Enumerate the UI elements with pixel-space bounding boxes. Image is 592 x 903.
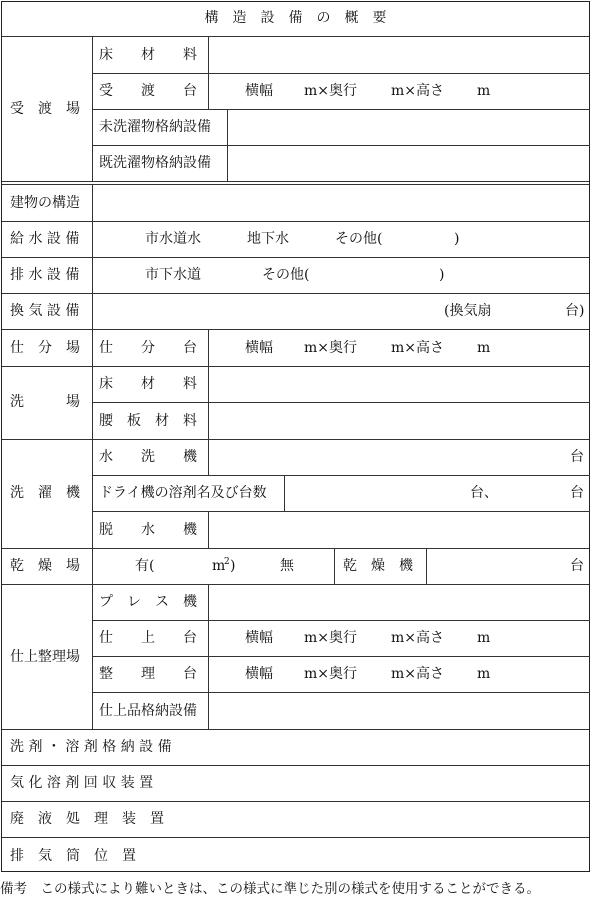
dim-width: 横幅 [245,666,273,682]
dry-machine-unit2: 台 [570,485,584,501]
water-supply-close: ) [454,231,460,247]
dry-machine-label: ドライ機の溶剤名及び台数 [99,485,267,501]
rule [2,729,589,730]
dim-width: 横幅 [245,340,273,356]
building-structure-label: 建物の構造 [10,195,80,211]
rule [2,801,589,802]
rule [2,293,589,294]
finished-storage-label: 仕上品格納設備 [99,703,197,719]
drainage-sewer: 市下水道 [145,267,201,283]
rule [92,692,590,693]
finishing-area-label: 仕上整理場 [10,649,80,665]
detergent-storage-label: 洗 剤 ・ 溶 剤 格 納 設 備 [10,739,172,755]
sorting-area-label: 仕 分 場 [10,340,80,356]
drying-close: ) [230,558,236,574]
rule [2,584,589,585]
dryer-label: 乾 燥 機 [343,558,413,574]
dim-depth: m×奥行 [304,83,358,99]
water-washer-unit: 台 [570,449,584,465]
rule [208,329,209,366]
dim-height: m×高さ [391,630,445,646]
rule [2,257,589,258]
water-washer-label: 水 洗 機 [99,449,197,465]
rule [334,548,335,584]
organize-table-label: 整 理 台 [99,666,197,682]
dim-depth: m×奥行 [304,666,358,682]
rule [208,36,209,109]
rule [2,837,589,838]
receiving-floor-label: 床 材 料 [99,47,197,63]
drying-no: 無 [280,558,294,574]
dim-depth: m×奥行 [304,630,358,646]
rule [92,109,590,110]
water-supply-other: その他( [335,231,383,247]
unwashed-storage-label: 未洗濯物格納設備 [99,119,211,135]
rule [92,184,93,729]
rule [2,329,589,330]
water-supply-city: 市水道水 [145,231,201,247]
rule [92,511,590,512]
rule [2,366,589,367]
double-rule [2,181,589,185]
rule [2,221,589,222]
rule [208,366,209,439]
rule [208,511,209,548]
remarks-note: 備考 この様式により難いときは、この様式に準じた別の様式を使用することができる。 [0,881,540,897]
washed-storage-label: 既洗濯物格納設備 [99,155,211,171]
dryer-unit: 台 [570,558,584,574]
drainage-other: その他( [262,267,310,283]
rule [426,548,427,584]
water-supply-ground: 地下水 [247,231,289,247]
rule [92,402,590,403]
rule [284,475,285,511]
dim-height: m×高さ [391,83,445,99]
rule [2,548,589,549]
drainage-label: 排 水 設 備 [10,267,80,283]
ventilation-fan: (換気扇 [444,303,492,319]
drainage-close: ) [439,267,445,283]
press-label: プ レ ス 機 [99,594,197,610]
sorting-table-label: 仕 分 台 [99,340,197,356]
rule [2,439,589,440]
washing-machine-label: 洗 濯 機 [10,485,80,501]
rule [208,584,209,729]
drying-area-unit: m [212,558,226,574]
rule [92,73,590,74]
dim-height: m×高さ [391,666,445,682]
rule [92,36,93,181]
rule [92,620,590,621]
dim-unit: m [477,340,491,356]
dim-depth: m×奥行 [304,340,358,356]
dry-machine-unit: 台、 [470,485,498,501]
dim-width: 横幅 [245,83,273,99]
dim-height: m×高さ [391,340,445,356]
rule [227,109,228,181]
waste-liquid-label: 廃 液 処 理 装 置 [10,811,164,827]
dim-width: 横幅 [245,630,273,646]
dim-unit: m [477,666,491,682]
spin-dryer-label: 脱 水 機 [99,522,197,538]
rule [2,36,589,37]
exhaust-position-label: 排 気 筒 位 置 [10,848,136,864]
finishing-table-label: 仕 上 台 [99,630,197,646]
washing-floor-label: 床 材 料 [99,376,197,392]
washing-area-label: 洗 場 [10,394,80,410]
ventilation-label: 換 気 設 備 [10,303,80,319]
rule [92,656,590,657]
form-title: 構 造 設 備 の 概 要 [204,10,387,26]
receiving-counter-label: 受 渡 台 [99,83,197,99]
rule [92,475,590,476]
washing-wainscot-label: 腰 板 材 料 [99,413,197,429]
rule [92,145,590,146]
drying-area-label: 乾 燥 場 [10,558,80,574]
solvent-recovery-label: 気 化 溶 剤 回 収 装 置 [10,775,154,791]
ventilation-unit: 台) [565,303,585,319]
rule [208,439,209,475]
drying-yes: 有( [135,558,155,574]
rule [2,765,589,766]
dim-unit: m [477,83,491,99]
dim-unit: m [477,630,491,646]
drying-area-unit-exponent: 2 [224,557,230,567]
receiving-area-label: 受 渡 場 [10,101,80,117]
water-supply-label: 給 水 設 備 [10,231,80,247]
structure-equipment-form [1,1,590,872]
